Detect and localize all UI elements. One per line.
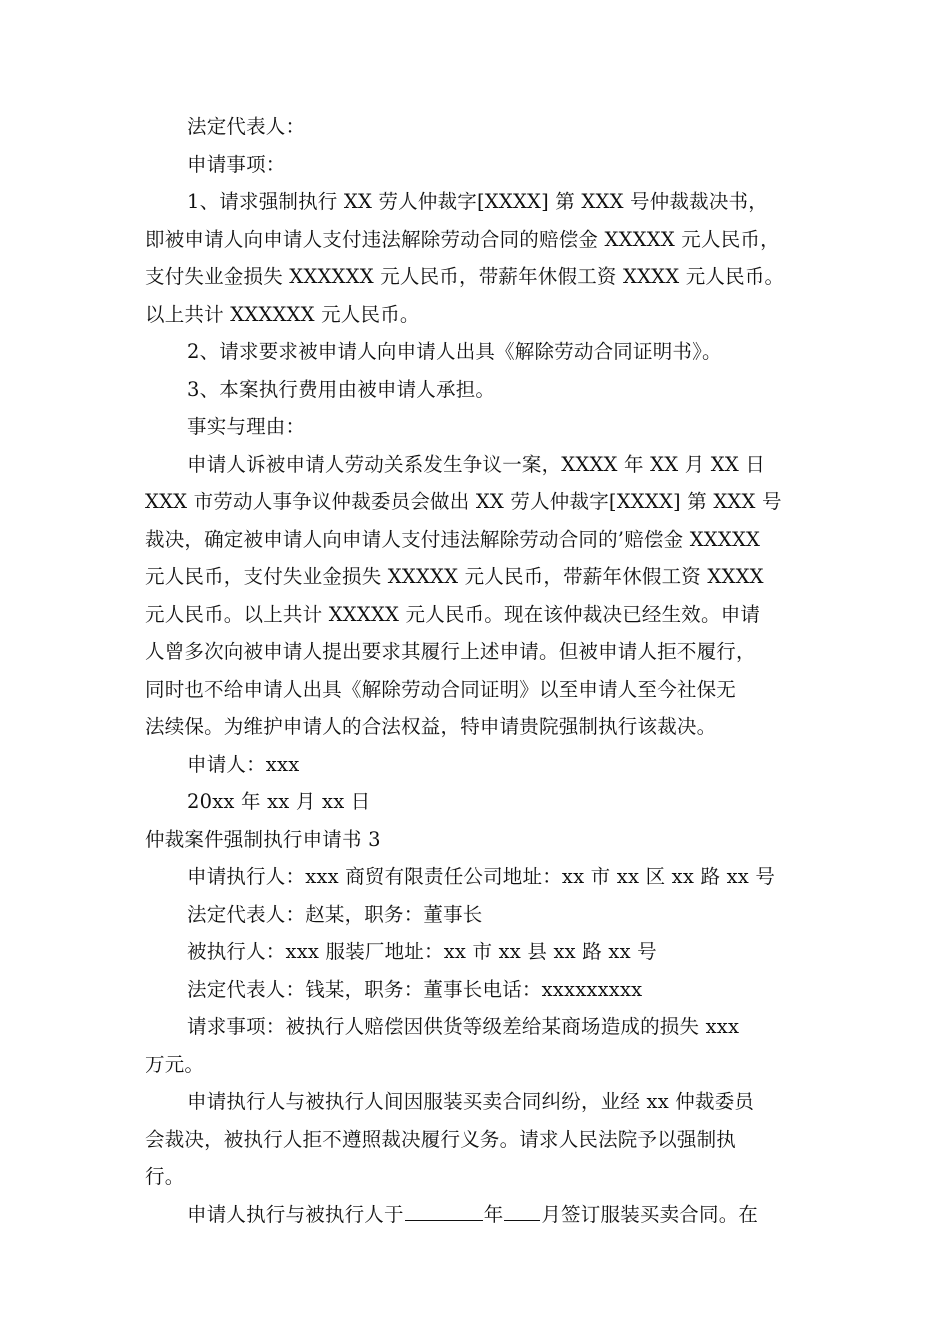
text-line: 人曾多次向被申请人提出要求其履行上述申请。但被申请人拒不履行， — [145, 640, 756, 663]
text-line: XXX 市劳动人事争议仲裁委员会做出 XX 劳人仲裁字[XXXX] 第 XXX 号 — [145, 490, 782, 513]
text-line: 元人民币。以上共计 XXXXX 元人民币。现在该仲裁决已经生效。申请 — [145, 602, 761, 626]
text-segment: 年 — [483, 1202, 504, 1226]
text-line: 申请执行人：xxx 商贸有限责任公司地址：xx 市 xx 区 xx 路 xx 号 — [187, 865, 776, 888]
text-line: 法定代表人：赵某，职务：董事长 — [187, 902, 483, 926]
text-line: 事实与理由： — [187, 415, 306, 438]
text-line-with-blanks — [145, 1196, 825, 1234]
text-line: 以上共计 XXXXXX 元人民币。 — [145, 302, 420, 326]
text-line: 法定代表人： — [187, 115, 306, 138]
text-line: 法续保。为维护申请人的合法权益，特申请贵院强制执行该裁决。 — [145, 715, 717, 738]
text-line: 3、本案执行费用由被申请人承担。 — [187, 377, 496, 401]
text-line: 即被申请人向申请人支付违法解除劳动合同的赔偿金 XXXXX 元人民币， — [145, 227, 780, 251]
text-line: 会裁决，被执行人拒不遵照裁决履行义务。请求人民法院予以强制执 — [145, 1127, 737, 1151]
text-segment: 申请人执行与被执行人于 — [187, 1202, 404, 1226]
text-line: 申请人诉被申请人劳动关系发生争议一案，XXXX 年 XX 月 XX 日 — [187, 452, 766, 476]
text-line: 裁决，确定被申请人向申请人支付违法解除劳动合同的’赔偿金 XXXXX — [145, 527, 761, 551]
text-segment: 月签订服装买卖合同。在 — [541, 1202, 759, 1226]
text-line: 申请事项： — [187, 152, 286, 176]
year-blank — [405, 1198, 483, 1221]
document-body — [145, 108, 825, 1233]
text-line: 同时也不给申请人出具《解除劳动合同证明》以至申请人至今社保无 — [145, 677, 737, 701]
text-line: 2、请求要求被申请人向申请人出具《解除劳动合同证明书》。 — [187, 340, 722, 363]
text-line: 20xx 年 xx 月 xx 日 — [187, 790, 371, 813]
text-line: 行。 — [145, 1165, 185, 1188]
text-line: 万元。 — [145, 1052, 205, 1076]
text-line: 申请执行人与被执行人间因服装买卖合同纠纷，业经 xx 仲裁委员 — [187, 1090, 755, 1113]
text-line: 仲裁案件强制执行申请书 3 — [145, 827, 381, 851]
text-line: 支付失业金损失 XXXXXX 元人民币，带薪年休假工资 XXXX 元人民币。 — [145, 265, 785, 288]
text-line: 法定代表人：钱某，职务：董事长电话：xxxxxxxxx — [187, 977, 643, 1001]
month-blank — [504, 1198, 540, 1221]
text-line: 申请人：xxx — [187, 752, 300, 776]
text-line: 请求事项：被执行人赔偿因供货等级差给某商场造成的损失 xxx — [187, 1015, 740, 1038]
text-line: 被执行人：xxx 服装厂地址：xx 市 xx 县 xx 路 xx 号 — [187, 940, 657, 963]
text-line: 1、请求强制执行 XX 劳人仲裁字[XXXX] 第 XXX 号仲裁裁决书， — [187, 190, 768, 213]
text-line: 元人民币，支付失业金损失 XXXXX 元人民币，带薪年休假工资 XXXX — [145, 565, 764, 588]
